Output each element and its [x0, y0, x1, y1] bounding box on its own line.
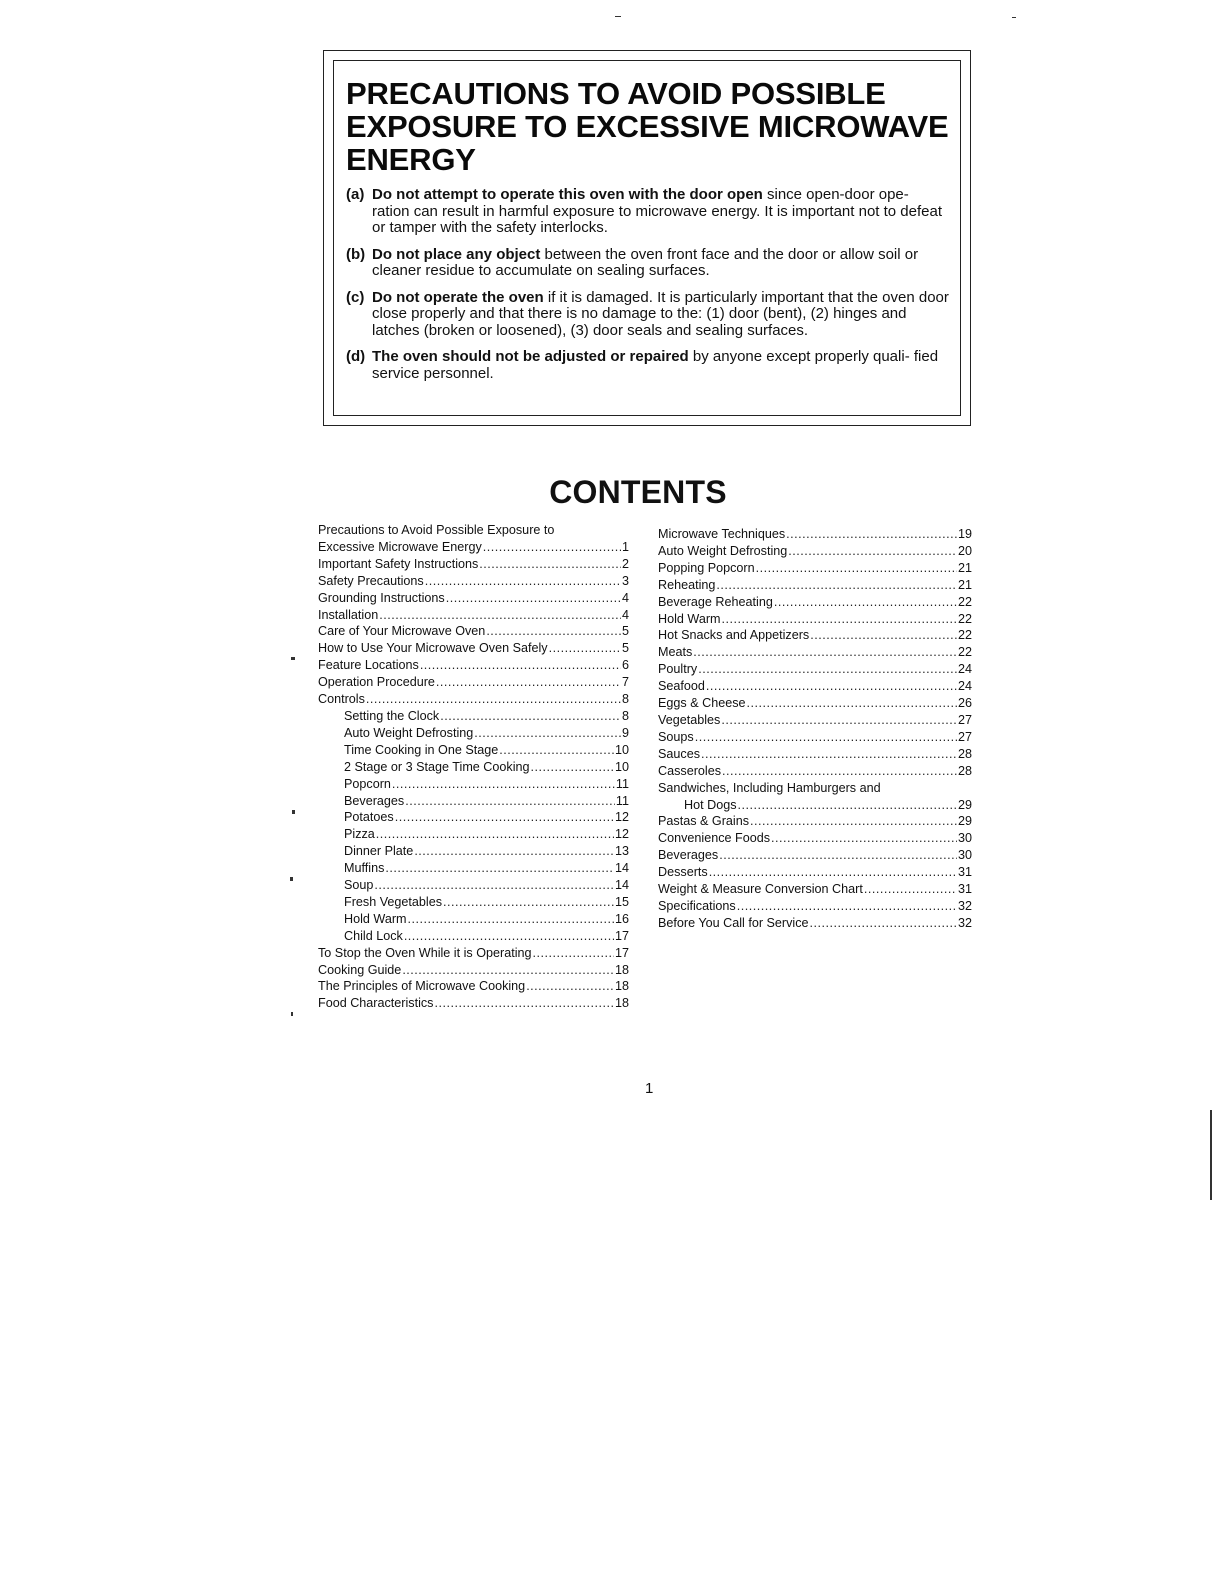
toc-leader-dots	[402, 962, 614, 979]
toc-leader-dots	[533, 945, 614, 962]
toc-leader-dots	[474, 725, 621, 742]
toc-entry-title: Operation Procedure	[318, 675, 435, 690]
toc-leader-dots	[810, 627, 957, 644]
toc-entry-title: Sauces	[658, 746, 701, 761]
toc-left-column	[318, 522, 629, 1012]
toc-entry-title: The Principles of Microwave Cooking	[318, 979, 526, 994]
toc-entry-title: Convenience Foods	[658, 831, 771, 846]
toc-entry-title: Grounding Instructions	[318, 590, 445, 605]
toc-entry-page: 32	[957, 898, 972, 913]
toc-entry	[658, 627, 972, 644]
toc-entry	[658, 780, 972, 797]
toc-entry-title: Child Lock	[344, 928, 403, 943]
toc-entry-title: How to Use Your Microwave Oven Safely	[318, 641, 548, 656]
toc-entry-page: 18	[614, 979, 629, 994]
toc-entry-title: Precautions to Avoid Possible Exposure to	[318, 523, 555, 537]
precaution-bold: Do not attempt to operate this oven with the door open	[372, 186, 763, 203]
toc-entry-page: 20	[957, 543, 972, 558]
toc-right-column	[658, 526, 972, 932]
toc-entry-title: Muffins	[344, 861, 385, 876]
toc-entry	[318, 860, 629, 877]
toc-entry-page: 1	[621, 539, 629, 554]
toc-leader-dots	[486, 623, 621, 640]
toc-entry-page: 30	[957, 848, 972, 863]
toc-entry-title: Potatoes	[344, 810, 394, 825]
toc-entry-page: 24	[957, 679, 972, 694]
toc-leader-dots	[392, 776, 615, 793]
toc-entry-page: 11	[615, 793, 629, 808]
toc-leader-dots	[693, 644, 957, 661]
toc-entry-page: 30	[957, 831, 972, 846]
toc-entry-title: Specifications	[658, 898, 736, 913]
toc-entry-title: Hot Dogs	[684, 797, 737, 812]
toc-leader-dots	[420, 657, 621, 674]
toc-entry	[658, 661, 972, 678]
toc-entry-page: 7	[621, 675, 629, 690]
precaution-letter: (b)	[346, 245, 366, 263]
toc-leader-dots	[737, 898, 957, 915]
toc-leader-dots	[810, 915, 957, 932]
toc-entry-page: 19	[957, 527, 972, 541]
toc-entry-title: Important Safety Instructions	[318, 556, 479, 571]
warning-title-line: ENERGY	[346, 142, 476, 177]
toc-entry	[658, 746, 972, 763]
toc-leader-dots	[701, 746, 957, 763]
precaution-bold: Do not place any object	[372, 245, 541, 263]
scan-speck	[292, 810, 295, 814]
toc-entry-page: 4	[621, 607, 629, 622]
toc-leader-dots	[695, 729, 957, 746]
toc-leader-dots	[404, 928, 614, 945]
precaution-body: if it is damaged. It is particularly important that the oven door close properly and that there is no damage to the: (1) door (bent), (2) hinges and latches (broken or loosened), (3) door seals and sealing surfaces.	[372, 288, 949, 339]
precaution-bold: The oven should not be adjusted or repaired	[372, 348, 689, 365]
toc-entry	[658, 847, 972, 864]
toc-entry-page: 28	[957, 746, 972, 761]
warning-box	[333, 60, 961, 416]
toc-leader-dots	[434, 995, 614, 1012]
toc-entry-page: 17	[614, 945, 629, 960]
toc-entry-page: 22	[957, 611, 972, 626]
toc-entry-title: Vegetables	[658, 712, 721, 727]
toc-entry	[658, 797, 972, 814]
toc-entry-page: 18	[614, 996, 629, 1011]
toc-entry-page: 27	[957, 712, 972, 727]
scan-speck	[291, 1012, 293, 1016]
toc-entry-page: 8	[621, 692, 629, 707]
toc-leader-dots	[379, 607, 621, 624]
toc-entry-title: Soup	[344, 878, 374, 893]
toc-entry-title: Hold Warm	[658, 611, 721, 626]
toc-entry-page: 31	[957, 865, 972, 880]
toc-leader-dots	[722, 611, 957, 628]
precaution-letter: (d)	[346, 348, 366, 365]
toc-leader-dots	[531, 759, 614, 776]
toc-entry-title: Installation	[318, 607, 379, 622]
toc-entry-page: 6	[621, 658, 629, 673]
toc-entry	[318, 640, 629, 657]
precaution-bold: Do not operate the oven	[372, 288, 544, 306]
toc-entry	[318, 539, 629, 556]
toc-entry-title: Seafood	[658, 679, 705, 694]
toc-entry	[658, 763, 972, 780]
toc-entry	[658, 915, 972, 932]
toc-entry-title: Before You Call for Service	[658, 915, 809, 930]
toc-entry-page: 32	[957, 915, 972, 930]
toc-entry	[318, 809, 629, 826]
toc-entry	[318, 742, 629, 759]
toc-entry	[318, 573, 629, 590]
toc-leader-dots	[408, 911, 614, 928]
toc-entry-title: Soups	[658, 729, 694, 744]
toc-entry	[318, 674, 629, 691]
toc-entry-page: 14	[614, 878, 629, 893]
toc-leader-dots	[864, 881, 957, 898]
toc-entry	[658, 712, 972, 729]
toc-entry-page: 27	[957, 729, 972, 744]
toc-entry	[318, 928, 629, 945]
scan-speck	[290, 877, 293, 881]
toc-entry-page: 3	[621, 573, 629, 588]
toc-entry-page: 29	[957, 797, 972, 812]
toc-entry	[318, 945, 629, 962]
toc-entry	[318, 843, 629, 860]
toc-entry	[658, 830, 972, 847]
precaution-text	[372, 290, 950, 340]
toc-leader-dots	[788, 543, 957, 560]
precautions-list	[346, 187, 950, 382]
toc-entry-page: 5	[621, 641, 629, 656]
toc-entry-page: 22	[957, 594, 972, 609]
toc-leader-dots	[771, 830, 957, 847]
toc-entry-title: Beverages	[658, 848, 719, 863]
toc-entry-page: 13	[614, 844, 629, 859]
toc-entry-page: 26	[957, 696, 972, 711]
toc-entry-title: Time Cooking in One Stage	[344, 742, 499, 757]
toc-entry-title: Poultry	[658, 662, 698, 677]
toc-entry-title: Beverage Reheating	[658, 594, 773, 609]
precaution-item	[346, 247, 950, 280]
toc-entry	[658, 729, 972, 746]
toc-leader-dots	[526, 978, 614, 995]
toc-entry	[318, 657, 629, 674]
toc-leader-dots	[385, 860, 614, 877]
toc-entry-title: Hold Warm	[344, 911, 407, 926]
toc-entry-title: Excessive Microwave Energy	[318, 539, 482, 554]
toc-leader-dots	[436, 674, 621, 691]
toc-entry-title: Hot Snacks and Appetizers	[658, 628, 810, 643]
toc-entry	[318, 623, 629, 640]
toc-entry	[318, 877, 629, 894]
toc-entry	[318, 793, 629, 810]
toc-entry-title: 2 Stage or 3 Stage Time Cooking	[344, 759, 530, 774]
toc-leader-dots	[709, 864, 957, 881]
toc-leader-dots	[698, 661, 957, 678]
toc-leader-dots	[395, 809, 614, 826]
toc-leader-dots	[425, 573, 621, 590]
toc-entry-title: Popcorn	[344, 776, 391, 791]
toc-entry-title: Desserts	[658, 865, 708, 880]
toc-entry	[318, 708, 629, 725]
toc-entry-page: 15	[614, 894, 629, 909]
precaution-text	[372, 247, 950, 280]
toc-entry-title: Auto Weight Defrosting	[344, 725, 474, 740]
toc-leader-dots	[483, 539, 621, 556]
toc-entry-page: 21	[957, 577, 972, 592]
scan-speck	[291, 657, 295, 660]
precaution-body: by anyone except properly quali- fied service personnel.	[372, 348, 939, 382]
toc-entry-title: Pizza	[344, 827, 375, 842]
toc-entry-title: Pastas & Grains	[658, 814, 749, 829]
toc-entry-page: 4	[621, 590, 629, 605]
precaution-letter: (c)	[346, 288, 365, 306]
toc-leader-dots	[376, 826, 614, 843]
toc-entry-page: 28	[957, 763, 972, 778]
toc-entry-page: 12	[614, 827, 629, 842]
toc-entry-page: 10	[614, 742, 629, 757]
toc-entry	[658, 898, 972, 915]
toc-entry	[318, 556, 629, 573]
toc-entry-title: Sandwiches, Including Hamburgers and	[658, 780, 881, 795]
toc-leader-dots	[414, 843, 614, 860]
toc-leader-dots	[374, 877, 614, 894]
toc-leader-dots	[750, 813, 957, 830]
toc-leader-dots	[722, 763, 957, 780]
toc-entry	[318, 725, 629, 742]
toc-entry-page: 18	[614, 962, 629, 977]
toc-leader-dots	[440, 708, 621, 725]
precaution-text	[372, 187, 950, 237]
toc-entry-page: 31	[957, 882, 972, 897]
toc-entry	[318, 911, 629, 928]
toc-leader-dots	[774, 594, 957, 611]
toc-entry	[658, 813, 972, 830]
precaution-body: since open-door ope- ration can result in harmful exposure to microwave energy. It is important not to defeat or tamper with the safety interlocks.	[372, 186, 942, 236]
toc-entry-title: Microwave Techniques	[658, 527, 786, 541]
toc-entry	[318, 607, 629, 624]
toc-entry	[318, 978, 629, 995]
toc-entry-title: Care of Your Microwave Oven	[318, 624, 486, 639]
toc-entry-page: 22	[957, 628, 972, 643]
toc-leader-dots	[786, 526, 957, 543]
toc-entry-page: 10	[614, 759, 629, 774]
warning-title	[346, 77, 950, 176]
contents-title: CONTENTS	[549, 474, 727, 510]
toc-entry-title: Auto Weight Defrosting	[658, 543, 788, 558]
toc-entry-page: 12	[614, 810, 629, 825]
toc-entry-title: Feature Locations	[318, 658, 419, 673]
toc-leader-dots	[721, 712, 957, 729]
toc-entry-title: Reheating	[658, 577, 716, 592]
toc-entry	[658, 695, 972, 712]
toc-leader-dots	[738, 797, 957, 814]
toc-entry-title: Fresh Vegetables	[344, 894, 443, 909]
toc-entry-page: 22	[957, 645, 972, 660]
toc-leader-dots	[405, 793, 615, 810]
toc-entry	[318, 590, 629, 607]
scan-speck	[615, 16, 621, 17]
precaution-letter: (a)	[346, 186, 365, 203]
toc-entry-page: 24	[957, 662, 972, 677]
toc-entry-page: 14	[614, 861, 629, 876]
toc-entry	[318, 776, 629, 793]
toc-entry-page: 21	[957, 560, 972, 575]
toc-entry-title: To Stop the Oven While it is Operating	[318, 945, 532, 960]
toc-leader-dots	[747, 695, 957, 712]
toc-entry-title: Food Characteristics	[318, 996, 434, 1011]
toc-entry	[318, 522, 629, 539]
toc-entry-title: Meats	[658, 645, 693, 660]
toc-entry	[318, 962, 629, 979]
toc-leader-dots	[719, 847, 957, 864]
toc-leader-dots	[446, 590, 621, 607]
toc-entry	[318, 894, 629, 911]
toc-entry-page: 9	[621, 725, 629, 740]
warning-title-line: PRECAUTIONS TO AVOID POSSIBLE	[346, 76, 886, 111]
toc-entry-page: 29	[957, 814, 972, 829]
toc-entry-title: Setting the Clock	[344, 708, 440, 723]
toc-entry-title: Cooking Guide	[318, 962, 402, 977]
toc-entry-title: Beverages	[344, 793, 405, 808]
toc-entry-page: 17	[614, 928, 629, 943]
toc-leader-dots	[706, 678, 957, 695]
precaution-body: between the oven front face and the door or allow soil or cleaner residue to accumulate on sealing surfaces.	[372, 245, 919, 279]
precaution-item	[346, 290, 950, 340]
toc-entry	[658, 526, 972, 543]
toc-leader-dots	[499, 742, 614, 759]
toc-entry-title: Popping Popcorn	[658, 560, 755, 575]
toc-entry	[318, 995, 629, 1012]
toc-leader-dots	[756, 560, 957, 577]
toc-entry-page: 16	[614, 911, 629, 926]
toc-entry	[658, 543, 972, 560]
toc-entry-title: Dinner Plate	[344, 844, 414, 859]
toc-entry-title: Eggs & Cheese	[658, 696, 746, 711]
toc-entry	[658, 864, 972, 881]
toc-entry	[658, 560, 972, 577]
toc-leader-dots	[366, 691, 621, 708]
toc-entry	[318, 691, 629, 708]
page-number: 1	[645, 1080, 654, 1097]
toc-entry	[658, 881, 972, 898]
toc-entry	[658, 678, 972, 695]
toc-entry-page: 2	[621, 556, 629, 571]
toc-entry-title: Controls	[318, 692, 365, 707]
toc-entry	[318, 759, 629, 776]
toc-leader-dots	[716, 577, 957, 594]
toc-leader-dots	[549, 640, 621, 657]
scan-speck	[1210, 1110, 1212, 1200]
toc-entry-title: Safety Precautions	[318, 573, 424, 588]
precaution-item	[346, 349, 950, 382]
toc-leader-dots	[479, 556, 621, 573]
toc-entry-title: Casseroles	[658, 763, 721, 778]
toc-entry	[658, 611, 972, 628]
toc-entry	[658, 594, 972, 611]
toc-entry-page: 5	[621, 624, 629, 639]
toc-entry-page: 11	[615, 776, 629, 791]
toc-entry-page: 8	[621, 708, 629, 723]
precaution-text	[372, 349, 950, 382]
toc-entry	[658, 644, 972, 661]
scan-speck	[1012, 17, 1016, 18]
warning-title-line: EXPOSURE TO EXCESSIVE MICROWAVE	[346, 109, 949, 144]
toc-entry	[318, 826, 629, 843]
precaution-item	[346, 187, 950, 237]
toc-entry-title: Weight & Measure Conversion Chart	[658, 882, 863, 897]
toc-entry	[658, 577, 972, 594]
toc-leader-dots	[443, 894, 614, 911]
